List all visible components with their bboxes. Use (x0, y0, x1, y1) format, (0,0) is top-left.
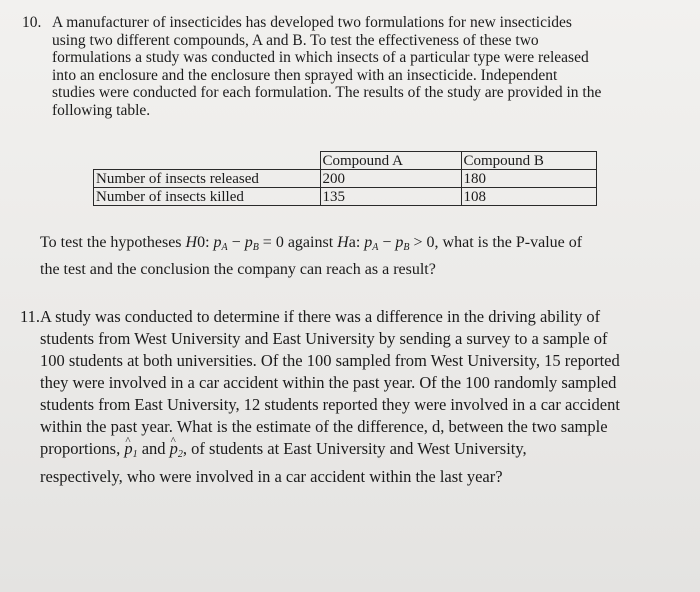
text-line: following table. (52, 101, 151, 119)
text-run: To test the hypotheses (40, 234, 186, 251)
table-row-label: Number of insects released (94, 170, 321, 188)
text-line: A manufacturer of insecticides has developed two formulations for new insecticides (52, 14, 572, 31)
subscript-a: A (221, 242, 228, 253)
table-row (94, 188, 597, 206)
question-11-text (40, 306, 682, 488)
text-line: A study was conducted to determine if there was a difference in the driving ability of (40, 307, 601, 326)
text-run: and (137, 439, 170, 458)
text-line: respectively, who were involved in a car accident within the last year? (40, 467, 503, 486)
text-line: 100 students at both universities. Of the 100 sampled from West University, 15 reported (40, 351, 620, 370)
question-10 (22, 14, 682, 119)
subscript-1: 1 (132, 449, 138, 460)
table-corner-cell (94, 152, 321, 170)
text-run: : (355, 234, 365, 251)
text-run: : (205, 234, 214, 251)
text-line: studies were conducted for each formulation. The results of the study are provided in the (52, 84, 602, 101)
alt-hypothesis-symbol: H (337, 234, 349, 251)
text-line: they were involved in a car accident within the past year. Of the 100 randomly sampled (40, 373, 617, 392)
text-run: > 0 (409, 234, 435, 251)
proportion-symbol: p (213, 234, 222, 251)
proportion-symbol: p (364, 234, 373, 251)
table-row (94, 170, 597, 188)
table-cell: 108 (461, 188, 596, 206)
text-line: within the past year. What is the estimate of the difference, d, between the two sample (40, 417, 608, 436)
text-run: , what is the P-value of (434, 234, 583, 251)
text-run: proportions, (40, 439, 125, 458)
text-run: = 0 against (258, 234, 338, 251)
hypothesis-question (40, 232, 680, 281)
text-line: into an enclosure and the enclosure then sprayed with an insecticide. Independent (52, 66, 558, 84)
table-cell: 200 (320, 170, 461, 188)
text-line: using two different compounds, A and B. To test the effectiveness of these two (52, 31, 539, 49)
p-hat-2: ^ p (170, 438, 178, 460)
text-run: , of students at East University and West University, (182, 439, 527, 458)
null-hypothesis-symbol: H (185, 234, 198, 251)
proportion-symbol: p (395, 234, 404, 251)
question-number: 11. (20, 307, 41, 326)
question-11 (22, 306, 682, 488)
subscript-b: B (252, 242, 259, 253)
question-10-text (52, 14, 682, 119)
p-hat-1: ^ p (124, 438, 132, 460)
subscript-a: A (372, 242, 379, 253)
subscript-a: a (348, 234, 356, 251)
proportion-symbol: p (244, 234, 253, 251)
table-row-label: Number of insects killed (94, 188, 321, 206)
hypothesis-line: the test and the conclusion the company can reach as a result? (40, 261, 436, 278)
question-number: 10. (22, 14, 42, 31)
text-line: students from West University and East University by sending a survey to a sample of (40, 329, 608, 348)
minus-sign: − (227, 234, 245, 251)
subscript-b: B (403, 242, 410, 253)
subscript-0: 0 (197, 234, 206, 251)
text-line: students from East University, 12 students reported they were involved in a car accident (40, 395, 620, 414)
table-header-cell: Compound B (461, 152, 596, 170)
table-cell: 180 (461, 170, 596, 188)
table-header-cell: Compound A (320, 152, 461, 170)
minus-sign: − (378, 234, 396, 251)
text-line (40, 438, 682, 466)
hypothesis-line (40, 232, 680, 259)
text-line: formulations a study was conducted in which insects of a particular type were released (52, 49, 589, 66)
results-table (93, 151, 597, 206)
subscript-2: 2 (177, 449, 183, 460)
table-cell: 135 (320, 188, 461, 206)
table-header-row (94, 152, 597, 170)
